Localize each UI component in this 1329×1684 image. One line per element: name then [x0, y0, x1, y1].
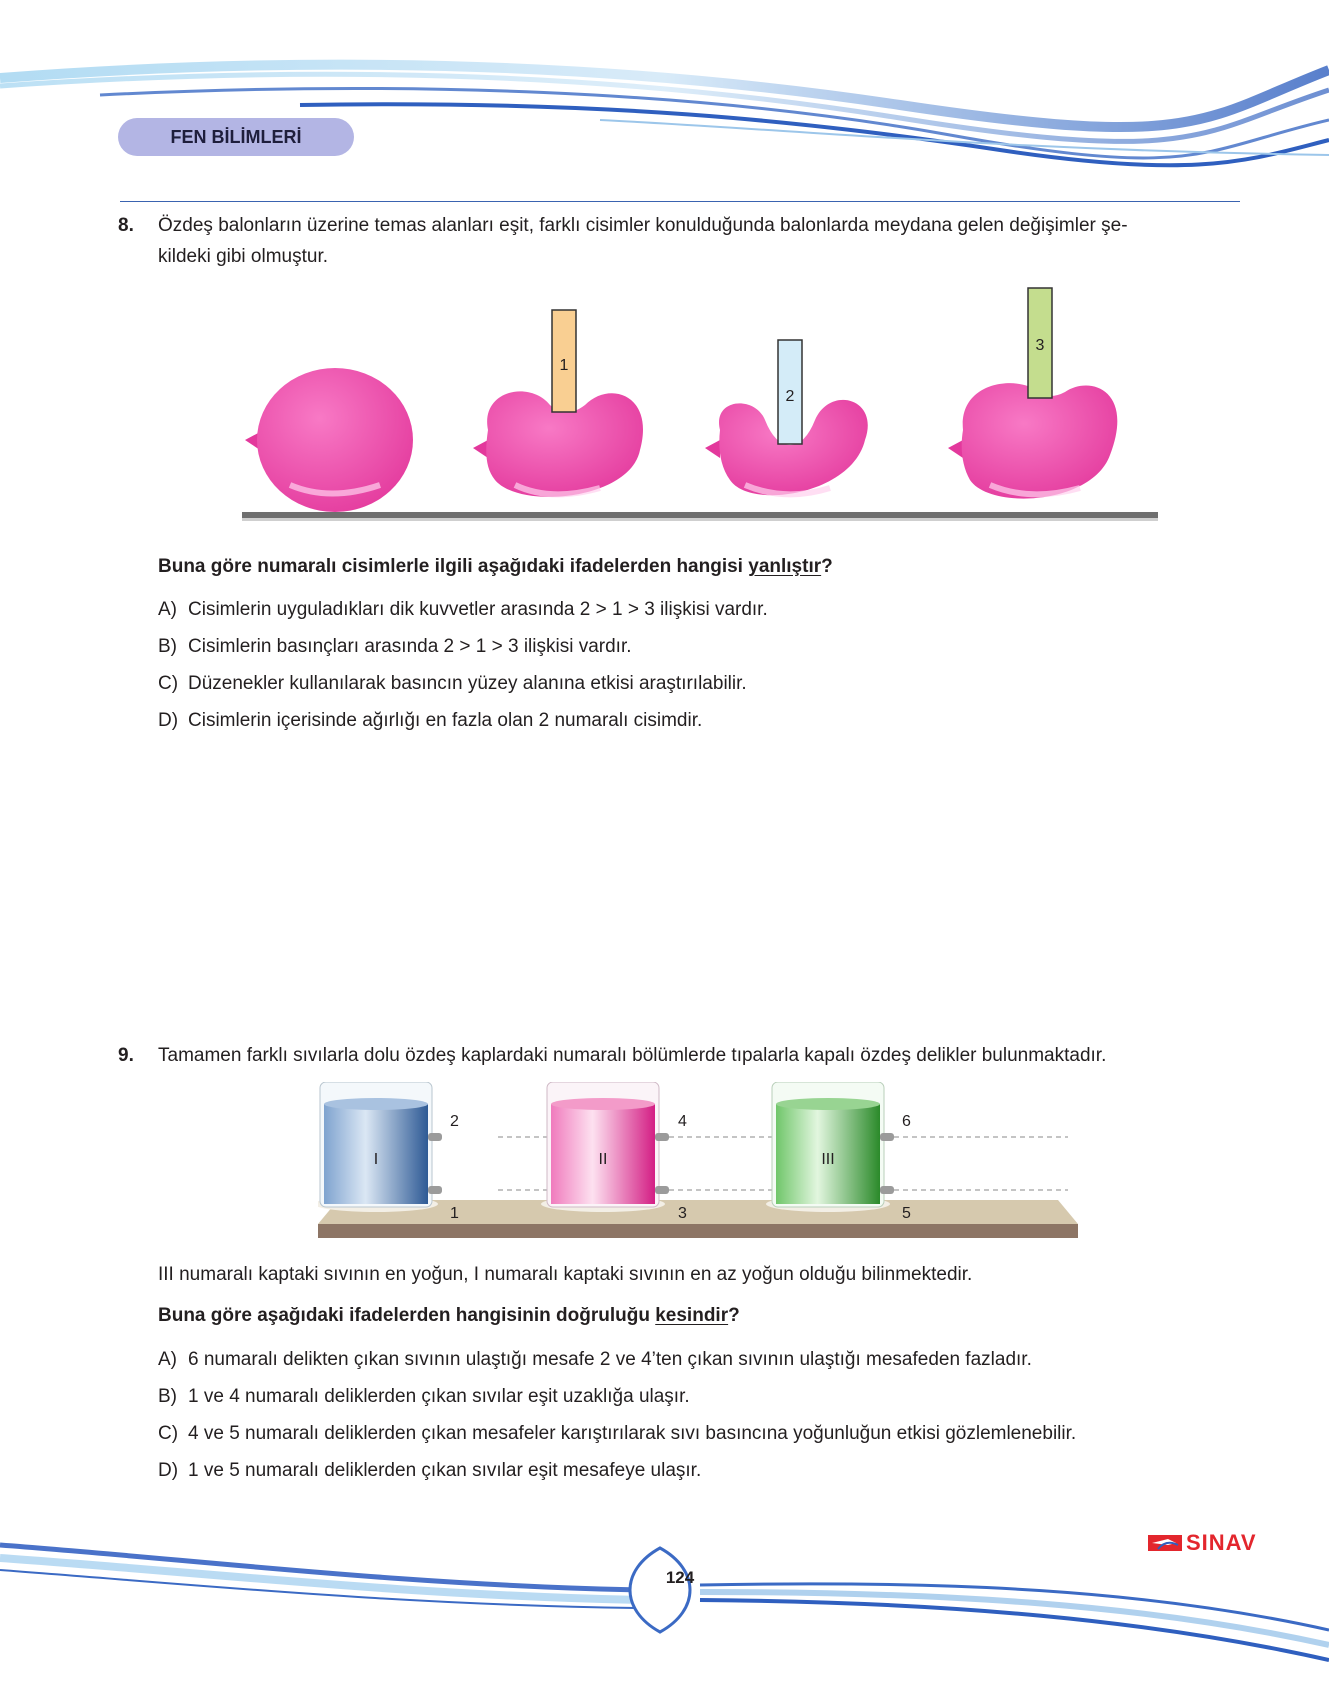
object-1-label: 1 — [559, 357, 569, 374]
q8-prompt-underlined: yanlıştır — [748, 556, 822, 577]
q9-number: 9. — [118, 1045, 134, 1066]
q9-text: Tamamen farklı sıvılarla dolu özdeş kaplardaki numaralı bölümlerde tıpalarla kapalı özdeş delikler bulunmaktadır. — [158, 1045, 1107, 1066]
option-letter: B) — [158, 1386, 177, 1407]
object-3-label: 3 — [1035, 337, 1045, 354]
option-letter: A) — [158, 599, 177, 620]
q9-prompt — [158, 1305, 740, 1327]
hole-1-label: 1 — [450, 1205, 459, 1222]
q9-option-b[interactable] — [158, 1386, 690, 1408]
containers-figure — [318, 1082, 1078, 1242]
q8-option-a[interactable] — [158, 599, 768, 621]
q9-info: III numaralı kaptaki sıvının en yoğun, I numaralı kaptaki sıvının en az yoğun olduğu bilinmektedir. — [158, 1264, 973, 1285]
brand-logo — [1148, 1530, 1257, 1556]
container-II — [541, 1082, 669, 1212]
option-letter: D) — [158, 710, 179, 731]
subject-label: FEN BİLİMLERİ — [118, 118, 354, 156]
hole-3-label: 3 — [678, 1205, 687, 1222]
container-I — [318, 1082, 442, 1212]
q9-prompt-end: ? — [728, 1305, 740, 1326]
option-letter: C) — [158, 1423, 179, 1444]
option-text: 1 ve 5 numaralı deliklerden çıkan sıvılar eşit mesafeye ulaşır. — [188, 1460, 702, 1481]
footer-wave-decoration — [0, 1530, 1329, 1684]
container-II-label: II — [598, 1151, 608, 1168]
balloon-figure — [230, 280, 1170, 530]
q8-prompt — [158, 556, 833, 578]
q9-option-d[interactable] — [158, 1460, 701, 1482]
brand-name: SINAV — [1186, 1530, 1257, 1555]
q8-number: 8. — [118, 215, 134, 236]
q8-prompt-text: Buna göre numaralı cisimlerle ilgili aşağıdaki ifadelerden hangisi — [158, 556, 749, 577]
container-I-label: I — [373, 1151, 379, 1168]
balloon-plain — [245, 368, 413, 512]
header-divider — [120, 201, 1240, 202]
q8-text-line2: kildeki gibi olmuştur. — [158, 246, 329, 267]
q9-prompt-text: Buna göre aşağıdaki ifadelerden hangisinin doğruluğu — [158, 1305, 656, 1326]
hole-2-label: 2 — [450, 1113, 459, 1130]
option-letter: B) — [158, 636, 177, 657]
hole-5-label: 5 — [902, 1205, 911, 1222]
container-III-label: III — [821, 1151, 835, 1168]
hole-4-label: 4 — [678, 1113, 687, 1130]
option-text: 4 ve 5 numaralı deliklerden çıkan mesafeler karıştırılarak sıvı basıncına yoğunluğun etkisi gözlemlenebilir. — [188, 1423, 1077, 1444]
option-text: 1 ve 4 numaralı deliklerden çıkan sıvılar eşit uzaklığa ulaşır. — [188, 1386, 690, 1407]
object-2-label: 2 — [785, 388, 795, 405]
option-text: Cisimlerin basınçları arasında 2 > 1 > 3 ilişkisi vardır. — [188, 636, 632, 657]
option-text: Düzenekler kullanılarak basıncın yüzey alanına etkisi araştırılabilir. — [188, 673, 747, 694]
q8-prompt-end: ? — [821, 556, 833, 577]
q8-text-line1: Özdeş balonların üzerine temas alanları eşit, farklı cisimler konulduğunda balonlarda meydana gelen değişimler şe- — [158, 215, 1128, 236]
q8-option-d[interactable] — [158, 710, 702, 732]
q9-option-a[interactable] — [158, 1349, 1032, 1371]
container-III — [766, 1082, 894, 1212]
option-letter: D) — [158, 1460, 179, 1481]
q9-option-c[interactable] — [158, 1423, 1076, 1445]
option-text: Cisimlerin uyguladıkları dik kuvvetler arasında 2 > 1 > 3 ilişkisi vardır. — [188, 599, 768, 620]
balloon-3 — [948, 383, 1117, 498]
page-number: 124 — [665, 1568, 695, 1587]
q9-prompt-underlined: kesindir — [655, 1305, 729, 1326]
q8-option-c[interactable] — [158, 673, 747, 695]
q8-text — [158, 210, 1248, 272]
q8-option-b[interactable] — [158, 636, 632, 658]
hole-6-label: 6 — [902, 1113, 911, 1130]
ground-surface — [242, 512, 1158, 518]
option-letter: C) — [158, 673, 179, 694]
option-text: 6 numaralı delikten çıkan sıvının ulaştığı mesafe 2 ve 4’ten çıkan sıvının ulaştığı mesafeden fazladır. — [188, 1349, 1032, 1370]
option-text: Cisimlerin içerisinde ağırlığı en fazla olan 2 numaralı cisimdir. — [188, 710, 703, 731]
option-letter: A) — [158, 1349, 177, 1370]
brand-icon — [1148, 1531, 1182, 1555]
